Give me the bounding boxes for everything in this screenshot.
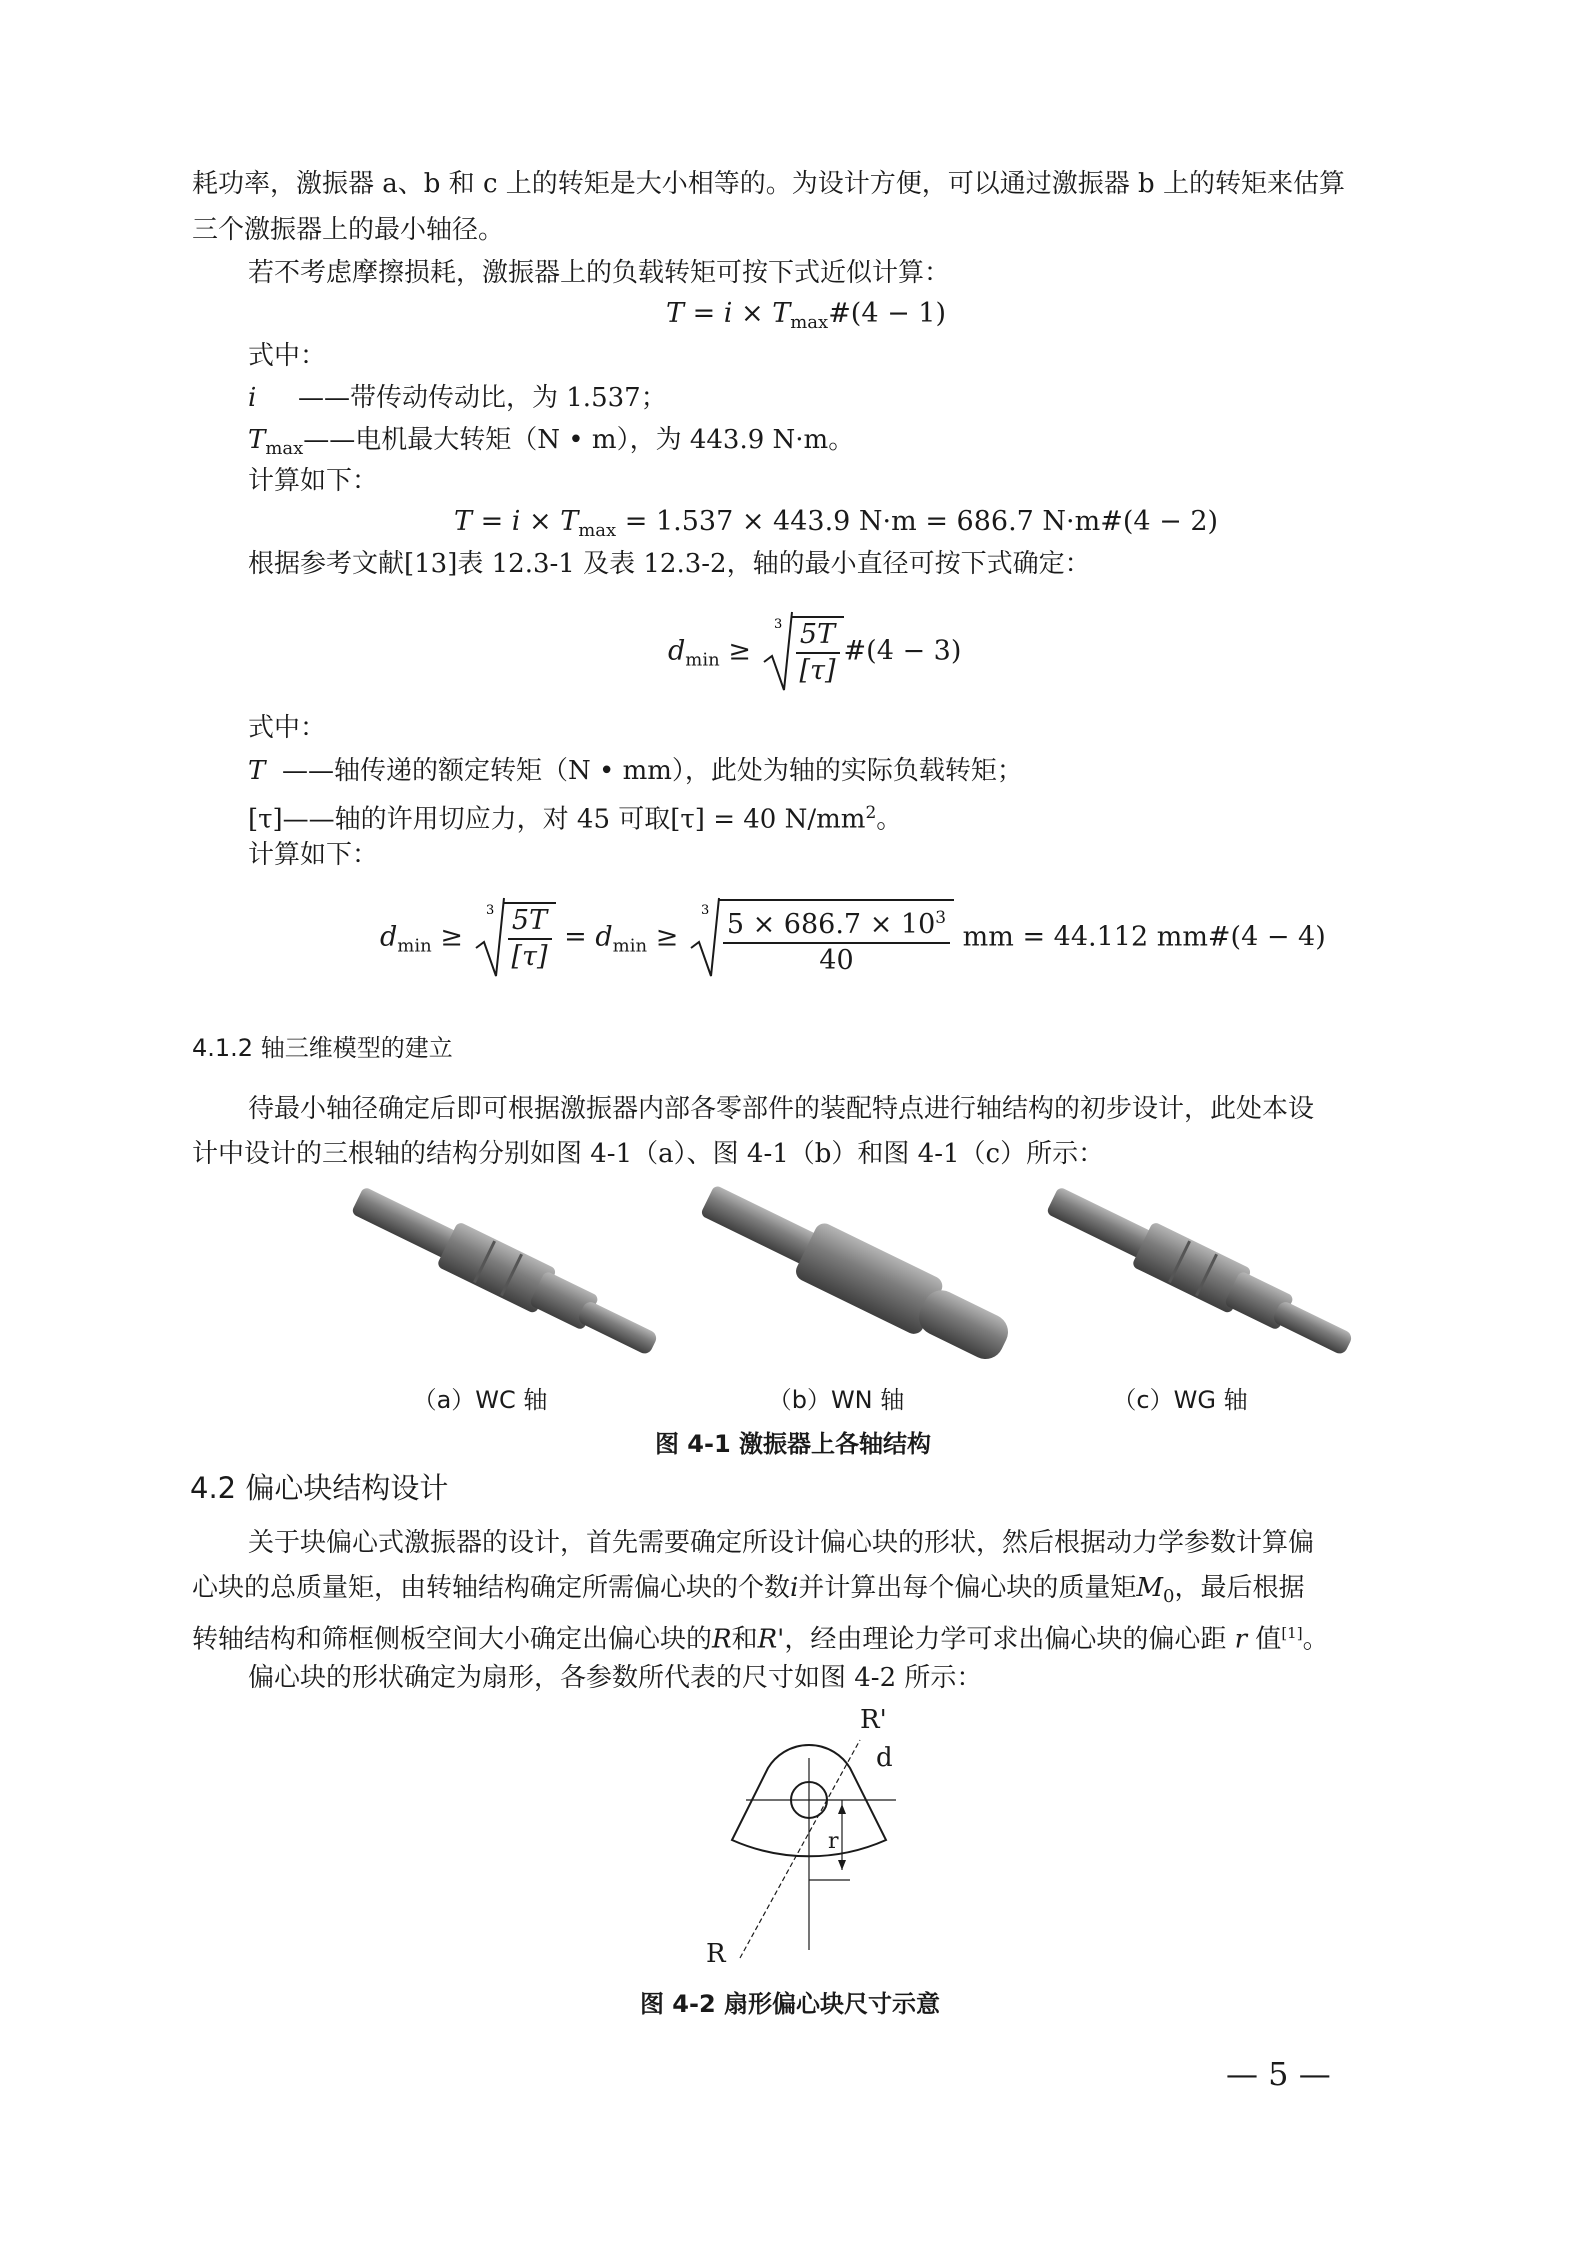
section-heading: 4.2 偏心块结构设计 xyxy=(190,1471,449,1505)
page-number: — 5 — xyxy=(1226,2055,1331,2093)
paragraph-line: 计中设计的三根轴的结构分别如图 4-1（a）、图 4-1（b）和图 4-1（c）所示： xyxy=(192,1139,1105,1169)
paragraph-line: 耗功率，激振器 a、b 和 c 上的转矩是大小相等的。为设计方便，可以通过激振器 b 上的转矩来估算 xyxy=(192,169,1345,199)
definition-T: T ——轴传递的额定转矩（N • mm），此处为轴的实际负载转矩； xyxy=(248,756,1023,786)
calc-label: 计算如下： xyxy=(248,466,379,496)
shafts-figure xyxy=(300,1180,1360,1365)
definition-i: i ——带传动传动比，为 1.537； xyxy=(248,383,667,413)
paragraph-line: 待最小轴径确定后即可根据激振器内部各零部件的装配特点进行轴结构的初步设计，此处本设 xyxy=(248,1094,1315,1124)
equation-4-2: $T = i \times T_{max} = 1.537 \times 443.9$ N·m = 686.7 N·m#(4 − 2) xyxy=(454,506,1219,541)
shaft-wg xyxy=(1041,1180,1360,1365)
definition-tmax: $T_{max}——$电机最大转矩（N • m），为 443.9 N·m。 xyxy=(248,425,855,459)
svg-text:R': R' xyxy=(860,1705,887,1735)
subcaption-a: （a）WC 轴 xyxy=(412,1386,548,1414)
equation-4-4: $d_{min}$ ≥ 3 $\frac{5T}{[\tau]}$ = $d_{min}$ ≥ 3 $\frac{5 \times 686.7 \times 10^3}{40}$ mm = 44.112 mm#(4 − 4) xyxy=(380,896,1326,996)
figure-caption: 图 4-2 扇形偏心块尺寸示意 xyxy=(639,1990,941,2018)
paragraph-line: 偏心块的形状确定为扇形，各参数所代表的尺寸如图 4-2 所示： xyxy=(248,1663,983,1693)
section-heading: 4.1.2 轴三维模型的建立 xyxy=(192,1034,453,1062)
reference-line: 根据参考文献[13]表 12.3-1 及表 12.3-2，轴的最小直径可按下式确定： xyxy=(248,549,1091,579)
radical-sign xyxy=(760,610,794,694)
svg-text:3: 3 xyxy=(485,903,494,918)
svg-text:3: 3 xyxy=(700,903,710,918)
sector-diagram xyxy=(690,1700,950,1970)
definition-tau: [τ]——轴的许用切应力，对 45 可取[τ] = 40 $N/mm^2$。 xyxy=(248,803,903,835)
paragraph-line: 转轴结构和筛框侧板空间大小确定出偏心块的R和R'，经由理论力学可求出偏心块的偏心距 r 值[1]。 xyxy=(192,1624,1329,1655)
where-label: 式中： xyxy=(248,341,327,371)
figure-caption: 图 4-1 激振器上各轴结构 xyxy=(654,1430,932,1458)
equation-4-3: $d_{min}$ ≥ 3 $\frac{5T}{[\tau]}$ #(4 − 3) xyxy=(668,610,961,690)
svg-text:R: R xyxy=(706,1939,726,1969)
paragraph-line: 心块的总质量矩，由转轴结构确定所需偏心块的个数i并计算出每个偏心块的质量矩$M_0$，最后根据 xyxy=(192,1573,1305,1607)
svg-text:3: 3 xyxy=(773,617,782,632)
subcaption-c: （c）WG 轴 xyxy=(1112,1386,1248,1414)
radical-sign xyxy=(472,896,506,980)
radical-sign xyxy=(687,896,721,980)
shaft-wn xyxy=(694,1180,1018,1365)
paragraph-line: 关于块偏心式激振器的设计，首先需要确定所设计偏心块的形状，然后根据动力学参数计算偏 xyxy=(248,1528,1315,1558)
subcaption-b: （b）WN 轴 xyxy=(767,1386,905,1414)
svg-text:r: r xyxy=(828,1829,839,1854)
svg-text:d: d xyxy=(876,1743,893,1773)
where-label: 式中： xyxy=(248,713,327,743)
equation-4-1: $T = i \times T_{max}\#(4 - 1)$ xyxy=(666,298,947,333)
paragraph-line: 若不考虑摩擦损耗，激振器上的负载转矩可按下式近似计算： xyxy=(248,258,951,288)
calc-label: 计算如下： xyxy=(248,840,379,870)
paragraph-line: 三个激振器上的最小轴径。 xyxy=(192,215,505,245)
shaft-wc xyxy=(346,1180,665,1365)
